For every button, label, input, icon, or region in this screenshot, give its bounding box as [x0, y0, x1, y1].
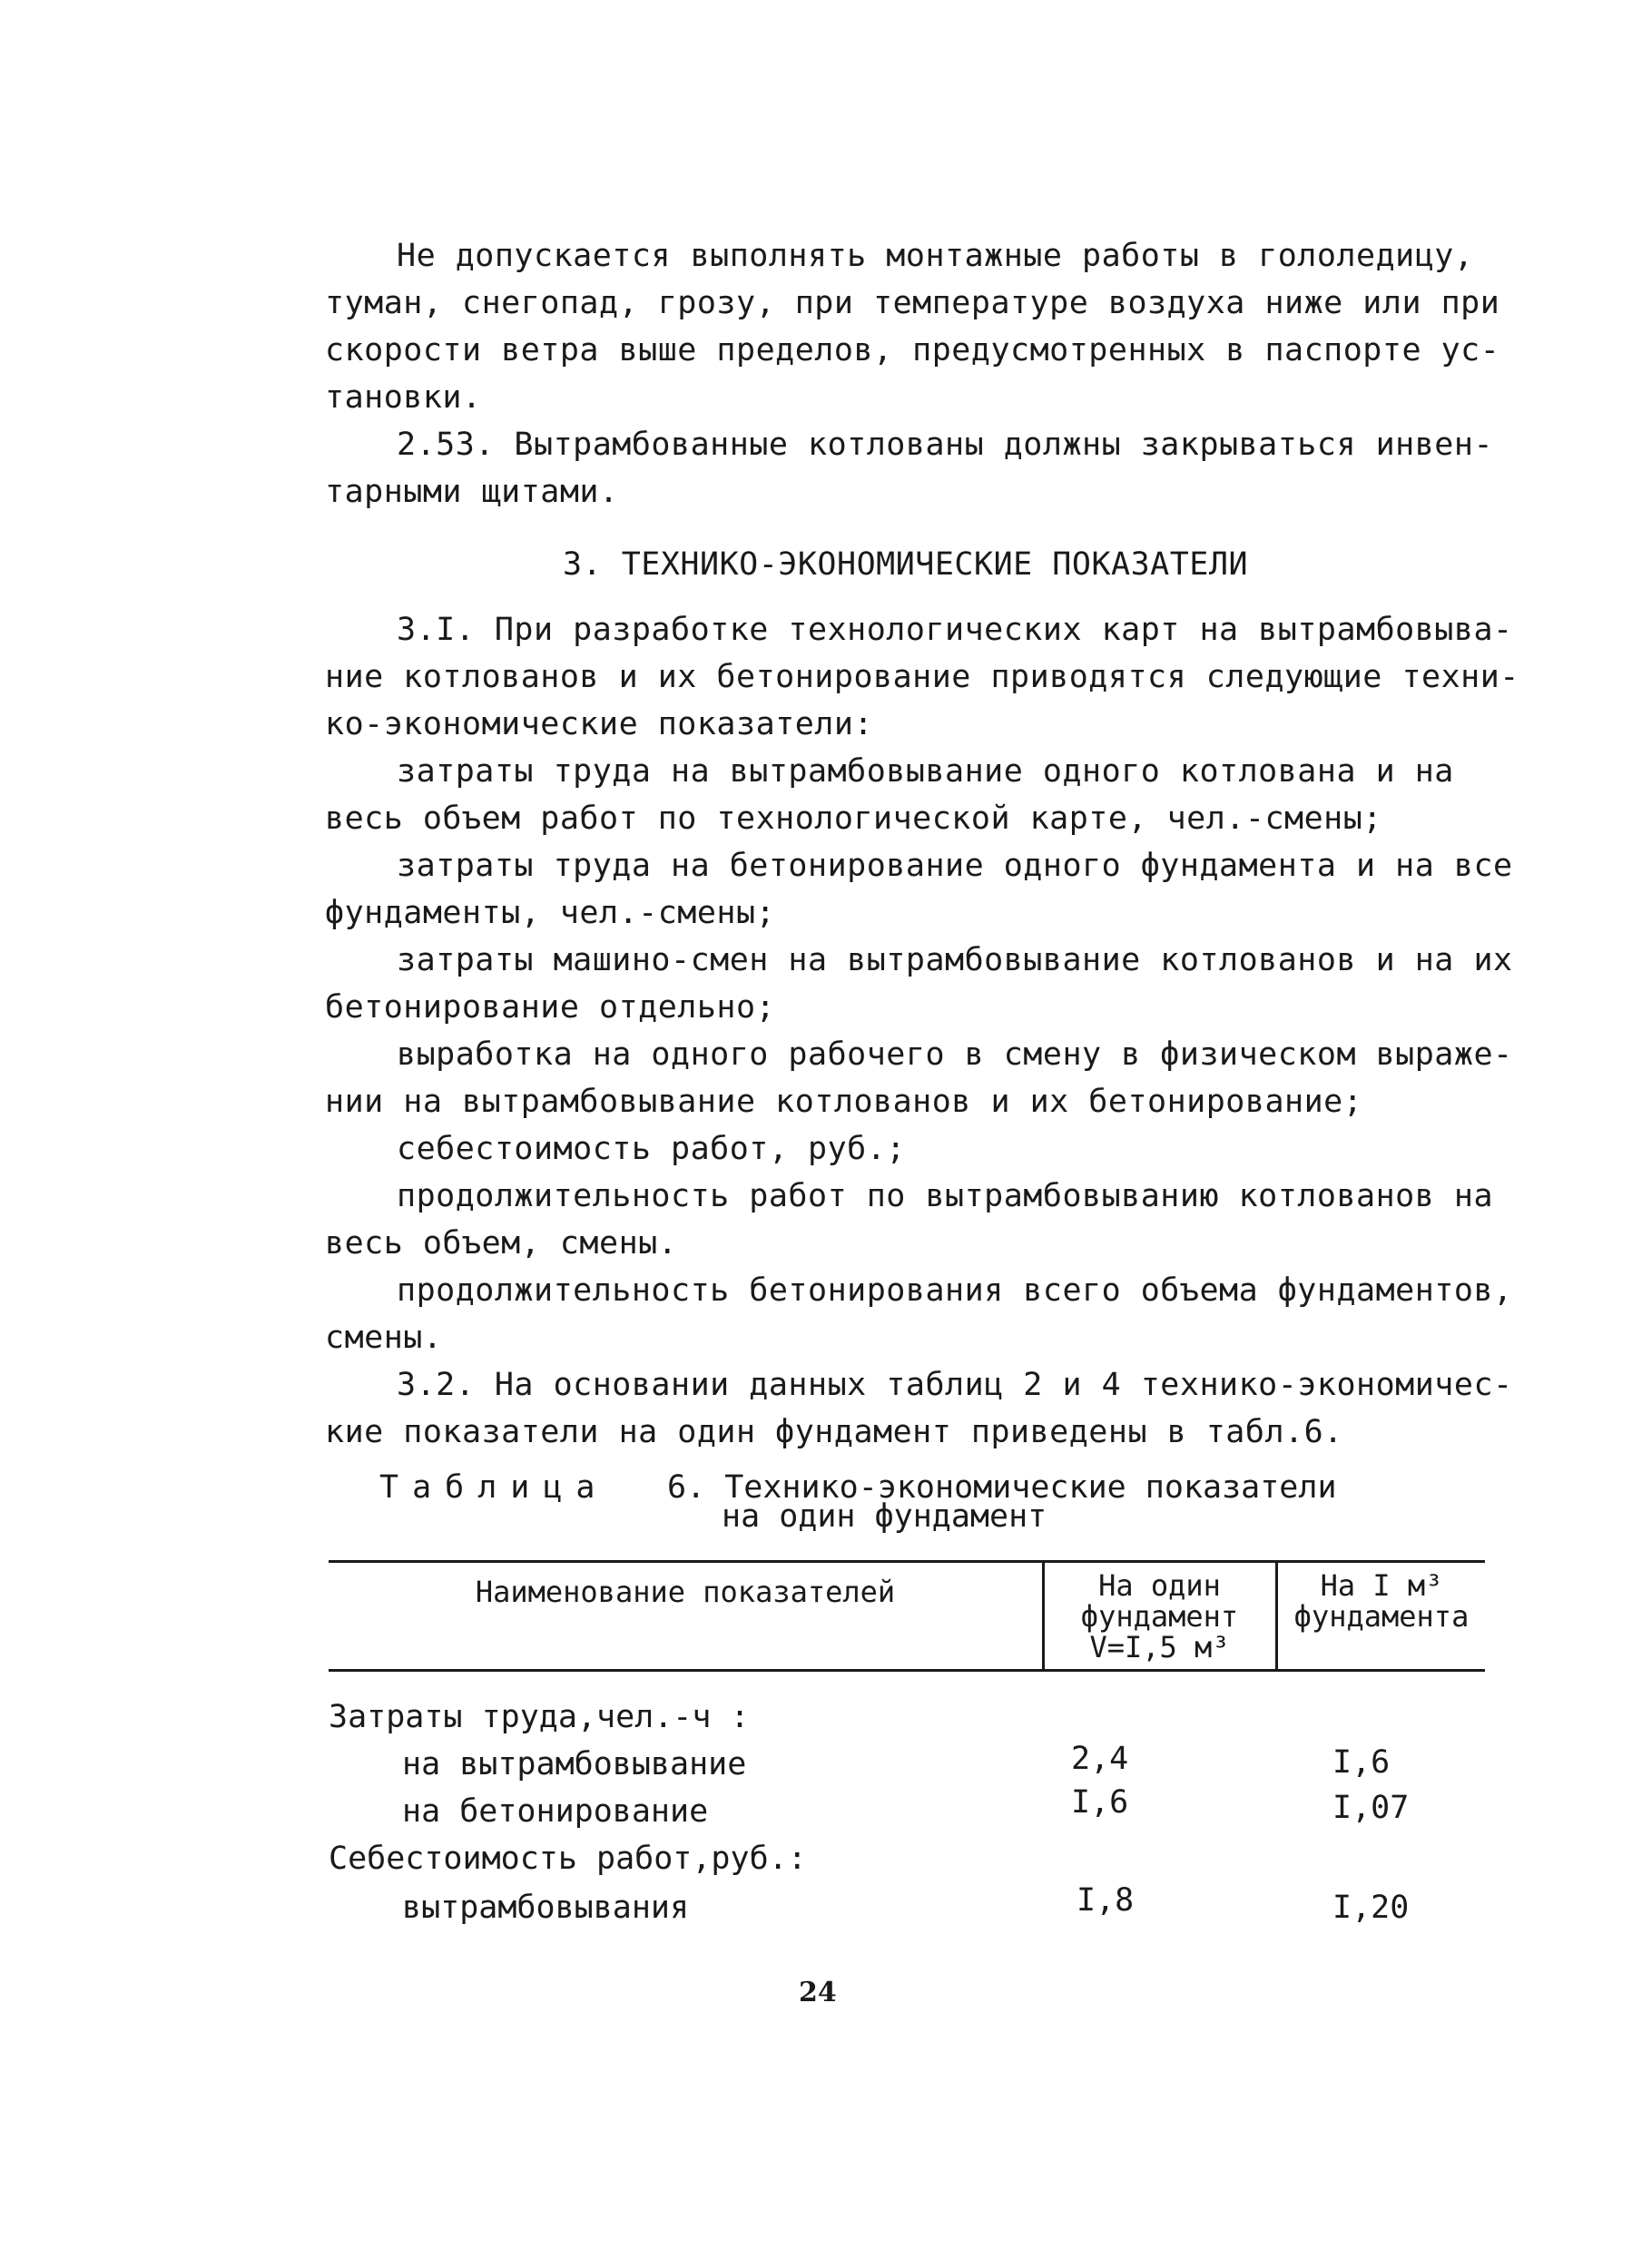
table-cell: I,8 — [1077, 1882, 1135, 1919]
table-cell: 2,4 — [1071, 1741, 1129, 1777]
table-header-rule — [329, 1669, 1485, 1672]
header-indicator-name: Наименование показателей — [475, 1575, 896, 1609]
list-item-line: себестоимость работ, руб.; — [397, 1131, 906, 1167]
list-item-line: продолжительность работ по вытрамбовыванию котлованов на — [397, 1178, 1494, 1214]
list-item-line: затраты машино-смен на вытрамбовывание котлованов и на их — [397, 942, 1513, 978]
table-cell: I,6 — [1071, 1784, 1129, 1821]
text-line: ние котлованов и их бетонирование приводятся следующие техни- — [325, 659, 1519, 695]
text-line: Не допускается выполнять монтажные работы в гололедицу, — [397, 238, 1474, 274]
table-cell: I,07 — [1332, 1790, 1410, 1826]
text-line: туман, снегопад, грозу, при температуре воздуха ниже или при — [325, 285, 1500, 321]
list-item-line: затраты труда на бетонирование одного фундамента и на все — [397, 848, 1513, 884]
list-item-line: фундаменты, чел.-смены; — [325, 895, 776, 931]
text-line: 3.I. При разработке технологических карт на вытрамбовыва- — [397, 612, 1513, 648]
text-line: скорости ветра выше пределов, предусмотренных в паспорте ус- — [325, 332, 1500, 368]
header-per-foundation: На один фундамент V=I,5 м³ — [1080, 1568, 1239, 1664]
table-top-rule — [329, 1560, 1485, 1563]
list-item-line: затраты труда на вытрамбовывание одного котлована и на — [397, 753, 1454, 790]
list-item-line: выработка на одного рабочего в смену в физическом выраже- — [397, 1036, 1513, 1073]
text-line: 2.53. Вытрамбованные котлованы должны закрываться инвен- — [397, 427, 1494, 463]
text-line: 3.2. На основании данных таблиц 2 и 4 технико-экономичес- — [397, 1367, 1513, 1403]
text-line: кие показатели на один фундамент приведены в табл.6. — [325, 1414, 1343, 1450]
table-cell: I,20 — [1332, 1890, 1410, 1926]
section-heading: 3. ТЕХНИКО-ЭКОНОМИЧЕСКИЕ ПОКАЗАТЕЛИ — [563, 546, 1249, 583]
header-per-m3: На I м³ фундамента — [1293, 1568, 1470, 1634]
table-row-label: вытрамбовывания — [402, 1890, 690, 1926]
list-item-line: продолжительность бетонирования всего объема фундаментов, — [397, 1272, 1513, 1309]
table-row-label: на вытрамбовывание — [402, 1746, 747, 1782]
table-cell: I,6 — [1332, 1744, 1391, 1781]
table-title-line: на один фундамент — [722, 1498, 1047, 1535]
table-title-line: 6. Технико-экономические показатели — [667, 1469, 1337, 1506]
page-number: 24 — [799, 1977, 837, 2008]
text-line: тарными щитами. — [325, 474, 619, 510]
list-item-line: бетонирование отдельно; — [325, 989, 776, 1026]
list-item-line: весь объем работ по технологической карте, чел.-смены; — [325, 800, 1382, 837]
table-group-label: Себестоимость работ,руб.: — [329, 1841, 807, 1877]
table-group-label: Затраты труда,чел.-ч : — [329, 1699, 750, 1735]
text-line: ко-экономические показатели: — [325, 706, 874, 742]
table-row-label: на бетонирование — [402, 1793, 709, 1830]
list-item-line: смены. — [325, 1320, 443, 1356]
text-line: тановки. — [325, 379, 482, 416]
list-item-line: нии на вытрамбовывание котлованов и их бетонирование; — [325, 1084, 1363, 1120]
table-label: Таблица — [379, 1469, 609, 1506]
list-item-line: весь объем, смены. — [325, 1225, 678, 1262]
